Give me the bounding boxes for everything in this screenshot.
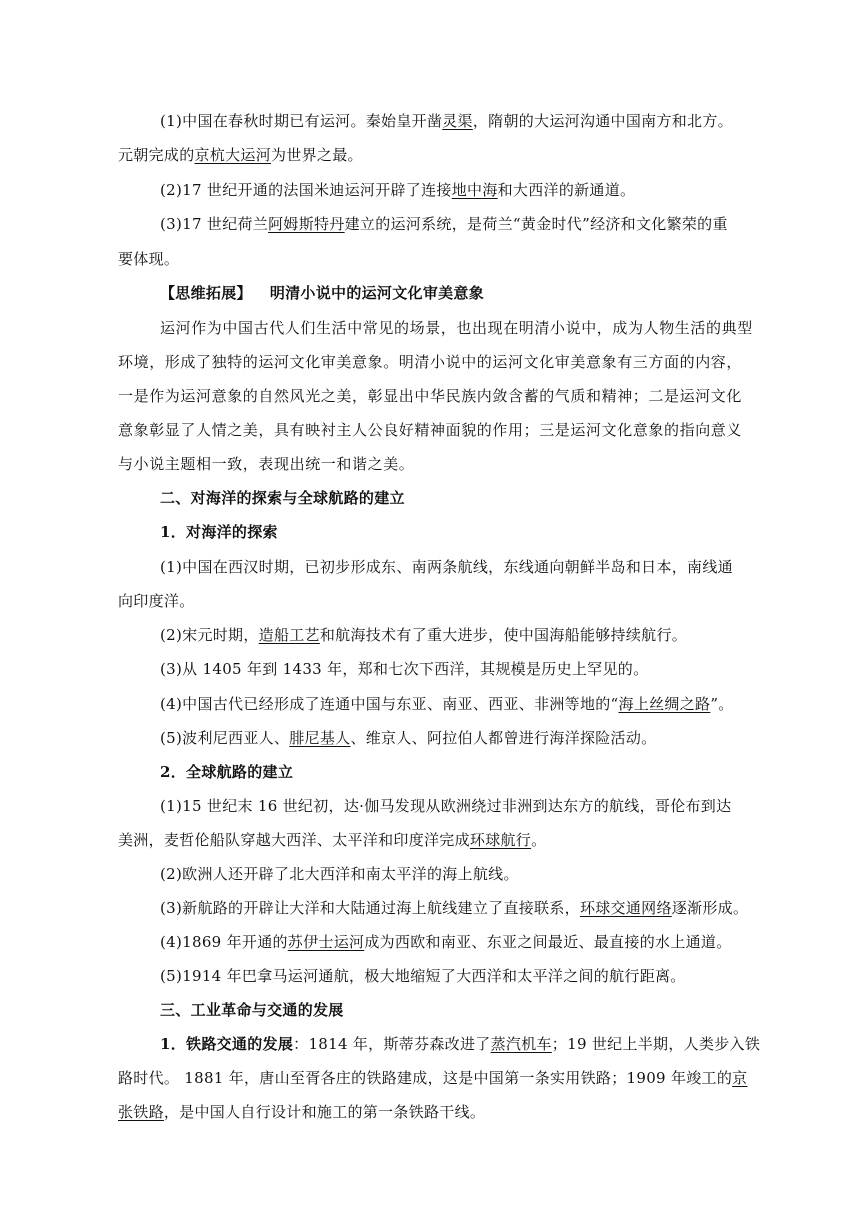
extension-line-1: 运河作为中国古代人们生活中常见的场景，也出现在明清小说中，成为人物生活的典型 bbox=[160, 319, 753, 337]
extension-line-5: 与小说主题相一致，表现出统一和谐之美。 bbox=[118, 455, 415, 473]
term-grand-canal: 京杭大运河 bbox=[194, 146, 272, 164]
extension-line-2: 环境，形成了独特的运河文化审美意象。明清小说中的运河文化审美意象有三方面的内容， bbox=[118, 353, 743, 371]
railway-line1: 1．铁路交通的发展：1814 年，斯蒂芬森改进了蒸汽机车；19 世纪上半期，人类步入铁 bbox=[160, 1035, 761, 1053]
term-phoenicians: 腓尼基人 bbox=[289, 729, 351, 747]
extension-title: 明清小说中的运河文化审美意象 bbox=[269, 284, 485, 302]
section-2-sub1: 1．对海洋的探索 bbox=[160, 523, 278, 541]
term-circumnavigation: 环球航行 bbox=[469, 831, 532, 849]
ocean-item-5: (5)波利尼西亚人、腓尼基人、维京人、阿拉伯人都曾进行海洋探险活动。 bbox=[160, 729, 657, 747]
term-jingzhang-part1: 京 bbox=[732, 1069, 748, 1087]
extension-line-4: 意象彰显了人情之美，具有映衬主人公良好精神面貌的作用；三是运河文化意象的指向意义 bbox=[118, 421, 743, 439]
route-item-1-line2: 美洲，麦哲伦船队穿越大西洋、太平洋和印度洋完成环球航行。 bbox=[118, 831, 547, 849]
term-mediterranean: 地中海 bbox=[451, 181, 498, 199]
term-global-network: 环球交通网络 bbox=[579, 899, 672, 917]
railway-line2: 路时代。 1881 年，唐山至胥各庄的铁路建成，这是中国第一条实用铁路；1909 年竣工的京 bbox=[118, 1069, 748, 1087]
ocean-item-1-line2: 向印度洋。 bbox=[118, 592, 195, 610]
extension-heading bbox=[160, 283, 484, 303]
term-maritime-silk-road: 海上丝绸之路 bbox=[618, 695, 711, 713]
route-item-2: (2)欧洲人还开辟了北大西洋和南太平洋的海上航线。 bbox=[160, 865, 519, 883]
term-lingqu: 灵渠 bbox=[442, 112, 473, 130]
section-2-sub2: 2．全球航路的建立 bbox=[160, 763, 294, 781]
canal-item-3-line1: (3)17 世纪荷兰阿姆斯特丹建立的运河系统，是荷兰“黄金时代”经济和文化繁荣的重 bbox=[160, 215, 728, 233]
route-item-1-line1: (1)15 世纪末 16 世纪初，达·伽马发现从欧洲绕过非洲到达东方的航线，哥伦布到达 bbox=[160, 797, 732, 815]
ocean-item-4: (4)中国古代已经形成了连通中国与东亚、南亚、西亚、非洲等地的“海上丝绸之路”。 bbox=[160, 695, 734, 713]
canal-item-1-line2: 元朝完成的京杭大运河为世界之最。 bbox=[118, 146, 363, 164]
ocean-item-1-line1: (1)中国在西汉时期，已初步形成东、南两条航线，东线通向朝鲜半岛和日本，南线通 bbox=[160, 558, 733, 576]
ocean-item-3: (3)从 1405 年到 1433 年，郑和七次下西洋，其规模是历史上罕见的。 bbox=[160, 660, 649, 678]
ocean-item-2: (2)宋元时期，造船工艺和航海技术有了重大进步，使中国海船能够持续航行。 bbox=[160, 626, 688, 644]
extension-tag: 【思维拓展】 bbox=[160, 284, 252, 302]
route-item-3: (3)新航路的开辟让大洋和大陆通过海上航线建立了直接联系，环球交通网络逐渐形成。 bbox=[160, 899, 749, 917]
canal-item-2: (2)17 世纪开通的法国米迪运河开辟了连接地中海和大西洋的新通道。 bbox=[160, 181, 636, 199]
term-suez-canal: 苏伊士运河 bbox=[287, 933, 365, 951]
term-steam-locomotive: 蒸汽机车 bbox=[490, 1035, 552, 1053]
extension-line-3: 一是作为运河意象的自然风光之美，彰显出中华民族内敛含蓄的气质和精神；二是运河文化 bbox=[118, 387, 743, 405]
section-2-heading: 二、对海洋的探索与全球航路的建立 bbox=[160, 489, 405, 507]
canal-item-1-line1: (1)中国在春秋时期已有运河。秦始皇开凿灵渠，隋朝的大运河沟通中国南方和北方。 bbox=[160, 112, 733, 130]
route-item-5: (5)1914 年巴拿马运河通航，极大地缩短了大西洋和太平洋之间的航行距离。 bbox=[160, 967, 686, 985]
term-jingzhang-part2: 张铁路 bbox=[118, 1103, 164, 1121]
term-amsterdam: 阿姆斯特丹 bbox=[268, 215, 345, 233]
term-shipbuilding: 造船工艺 bbox=[258, 626, 320, 644]
section-3-heading: 三、工业革命与交通的发展 bbox=[160, 1001, 344, 1019]
railway-line3: 张铁路，是中国人自行设计和施工的第一条铁路干线。 bbox=[118, 1103, 486, 1121]
route-item-4: (4)1869 年开通的苏伊士运河成为西欧和南亚、东亚之间最近、最直接的水上通道。 bbox=[160, 933, 732, 951]
railway-label: 1．铁路交通的发展 bbox=[160, 1035, 294, 1053]
canal-item-3-line2: 要体现。 bbox=[118, 250, 180, 268]
